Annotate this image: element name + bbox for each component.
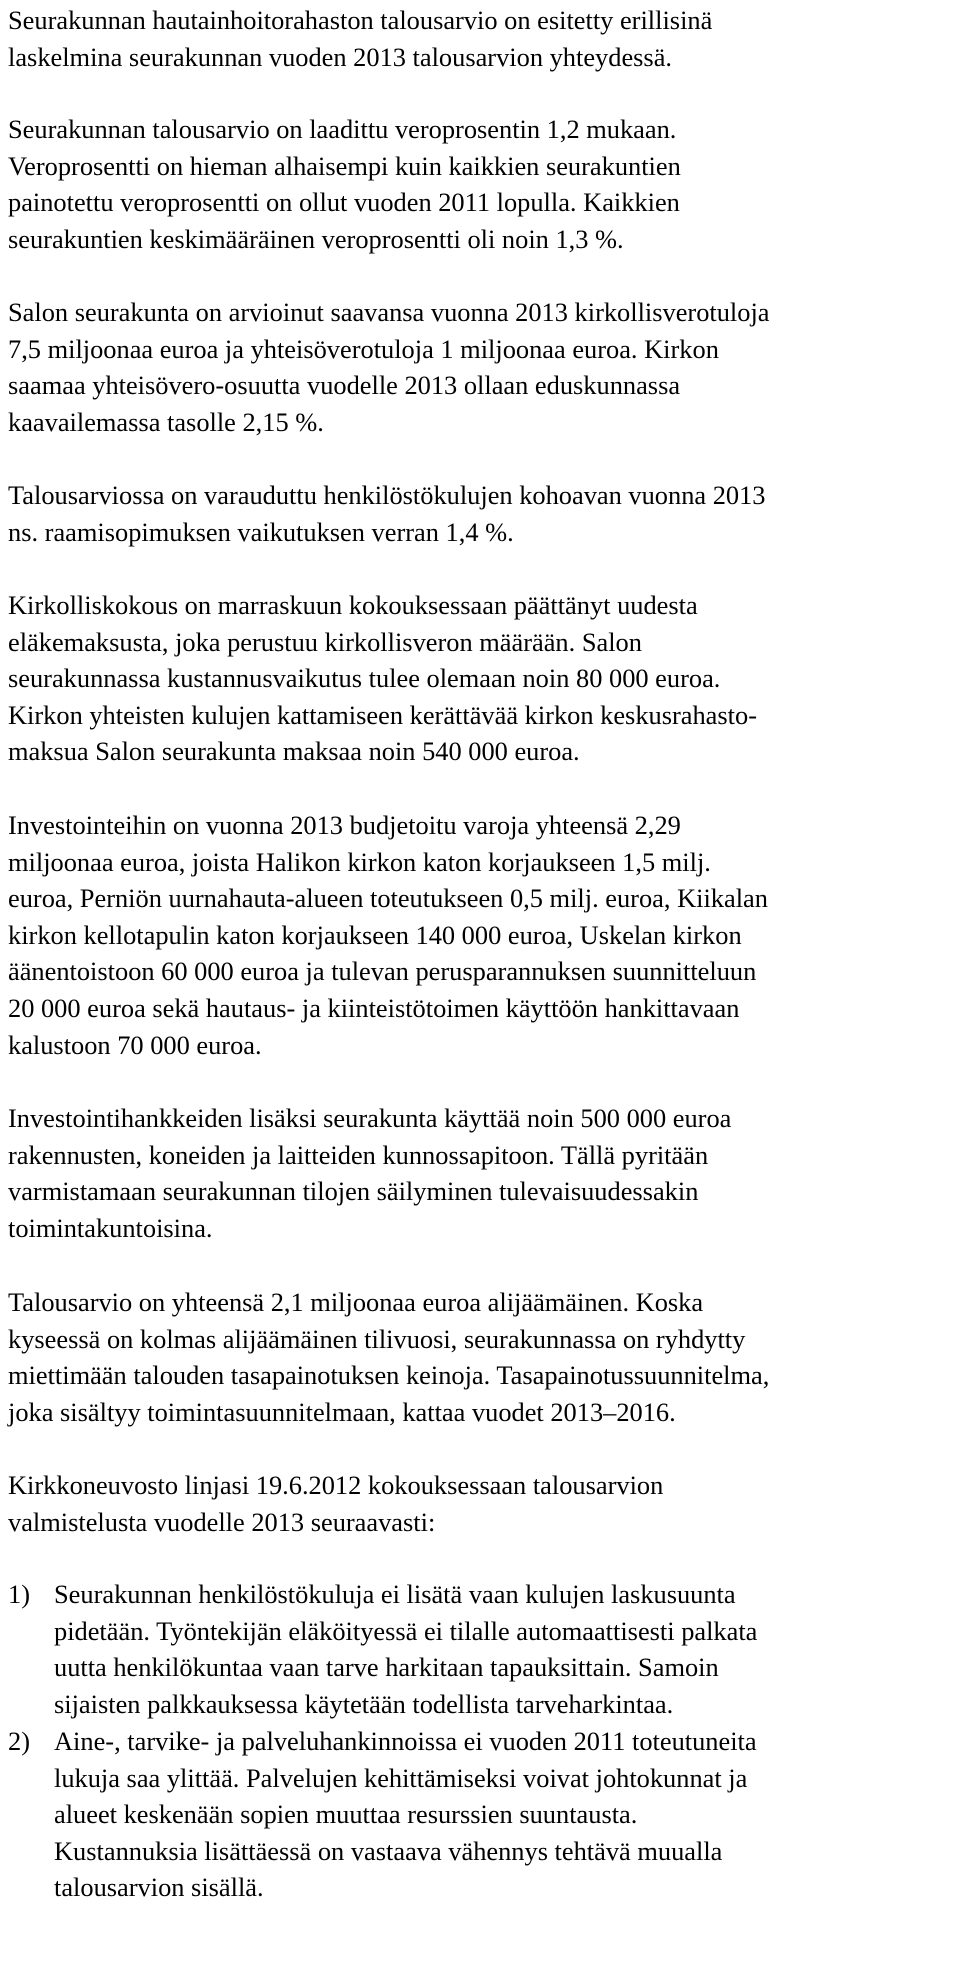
- text-line: Investointeihin on vuonna 2013 budjetoitu varoja yhteensä 2,29: [8, 810, 681, 840]
- list-item-body: [54, 1576, 757, 1722]
- paragraph-veroprosentti: [8, 111, 681, 257]
- text-line: Veroprosentti on hieman alhaisempi kuin kaikkien seurakuntien: [8, 150, 681, 181]
- paragraph-hautainhoitorahasto: [8, 2, 712, 75]
- text-line: 7,5 miljoonaa euroa ja yhteisöverotuloja 1 miljoonaa euroa. Kirkon: [8, 333, 719, 364]
- text-line: seurakunnassa kustannusvaikutus tulee olemaan noin 80 000 euroa.: [8, 663, 721, 694]
- text-line: Talousarviossa on varauduttu henkilöstökulujen kohoavan vuonna 2013: [8, 480, 766, 510]
- text-line: Kustannuksia lisättäessä on vastaava vähennys tehtävä muualla: [54, 1835, 723, 1866]
- text-line: joka sisältyy toimintasuunnitelmaan, kattaa vuodet 2013–2016.: [8, 1396, 676, 1427]
- text-line: lukuja saa ylittää. Palvelujen kehittämiseksi voivat johtokunnat ja: [54, 1762, 748, 1793]
- text-line: 20 000 euroa sekä hautaus- ja kiinteistötoimen käyttöön hankittavaan: [8, 992, 740, 1023]
- paragraph-kunnossapito: [8, 1100, 731, 1246]
- text-line: Kirkkoneuvosto linjasi 19.6.2012 kokouksessaan talousarvion: [8, 1470, 664, 1500]
- paragraph-kirkkoneuvosto: [8, 1467, 663, 1540]
- text-line: valmistelusta vuodelle 2013 seuraavasti:: [8, 1506, 436, 1537]
- text-line: rakennusten, koneiden ja laitteiden kunnossapitoon. Tällä pyritään: [8, 1139, 709, 1170]
- text-line: Seurakunnan hautainhoitorahaston talousarvio on esitetty erillisinä: [8, 5, 713, 35]
- list-item-body: [54, 1723, 757, 1906]
- text-line: alueet keskenään sopien muuttaa resurssien suuntausta.: [54, 1799, 638, 1830]
- text-line: painotettu veroprosentti on ollut vuoden 2011 lopulla. Kaikkien: [8, 187, 680, 218]
- text-line: kirkon kellotapulin katon korjaukseen 140 000 euroa, Uskelan kirkon: [8, 919, 742, 950]
- paragraph-alijaama: [8, 1284, 769, 1430]
- paragraph-investoinnit: [8, 807, 768, 1063]
- text-line: äänentoistoon 60 000 euroa ja tulevan perusparannuksen suunnitteluun: [8, 956, 757, 987]
- text-line: Kirkon yhteisten kulujen kattamiseen kerättävää kirkon keskusrahasto-: [8, 699, 757, 730]
- text-line: miljoonaa euroa, joista Halikon kirkon katon korjaukseen 1,5 milj.: [8, 846, 711, 877]
- paragraph-henkilostokulut: [8, 477, 765, 550]
- text-line: kyseessä on kolmas alijäämäinen tilivuosi, seurakunnassa on ryhdytty: [8, 1323, 746, 1354]
- text-line: pidetään. Työntekijän eläköityessä ei tilalle automaattisesti palkata: [54, 1615, 758, 1646]
- text-line: kalustoon 70 000 euroa.: [8, 1029, 262, 1060]
- text-line: uutta henkilökuntaa vaan tarve harkitaan tapauksittain. Samoin: [54, 1652, 719, 1683]
- text-line: Kirkolliskokous on marraskuun kokouksessaan päättänyt uudesta: [8, 590, 698, 620]
- list-number: 2): [8, 1726, 30, 1756]
- text-line: varmistamaan seurakunnan tilojen säilyminen tulevaisuudessakin: [8, 1176, 699, 1207]
- text-line: saamaa yhteisövero-osuutta vuodelle 2013 ollaan eduskunnassa: [8, 370, 681, 401]
- text-line: seurakuntien keskimääräinen veroprosentti oli noin 1,3 %.: [8, 223, 624, 254]
- text-line: euroa, Perniön uurnahauta-alueen toteutukseen 0,5 milj. euroa, Kiikalan: [8, 883, 768, 914]
- list-number: 1): [8, 1579, 30, 1609]
- text-line: talousarvion sisällä.: [54, 1872, 264, 1903]
- text-line: maksua Salon seurakunta maksaa noin 540 000 euroa.: [8, 736, 580, 767]
- text-line: Salon seurakunta on arvioinut saavansa vuonna 2013 kirkollisverotuloja: [8, 297, 770, 327]
- paragraph-verotulot: [8, 294, 770, 440]
- text-line: eläkemaksusta, joka perustuu kirkollisveron määrään. Salon: [8, 626, 642, 657]
- text-line: Investointihankkeiden lisäksi seurakunta käyttää noin 500 000 euroa: [8, 1103, 732, 1133]
- text-line: laskelmina seurakunnan vuoden 2013 talousarvion yhteydessä.: [8, 41, 673, 72]
- text-line: sijaisten palkkauksessa käytetään todellista tarveharkintaa.: [54, 1688, 674, 1719]
- text-line: miettimään talouden tasapainotuksen keinoja. Tasapainotussuunnitelma,: [8, 1360, 770, 1391]
- text-line: ns. raamisopimuksen vaikutuksen verran 1,4 %.: [8, 516, 514, 547]
- text-line: Talousarvio on yhteensä 2,1 miljoonaa euroa alijäämäinen. Koska: [8, 1287, 704, 1317]
- text-line: Aine-, tarvike- ja palveluhankinnoissa ei vuoden 2011 toteutuneita: [54, 1726, 757, 1756]
- text-line: Seurakunnan henkilöstökuluja ei lisätä vaan kulujen laskusuunta: [54, 1579, 736, 1609]
- text-line: kaavailemassa tasolle 2,15 %.: [8, 406, 324, 437]
- paragraph-elakemaksu: [8, 587, 757, 770]
- text-line: Seurakunnan talousarvio on laadittu veroprosentin 1,2 mukaan.: [8, 114, 677, 144]
- text-line: toimintakuntoisina.: [8, 1212, 213, 1243]
